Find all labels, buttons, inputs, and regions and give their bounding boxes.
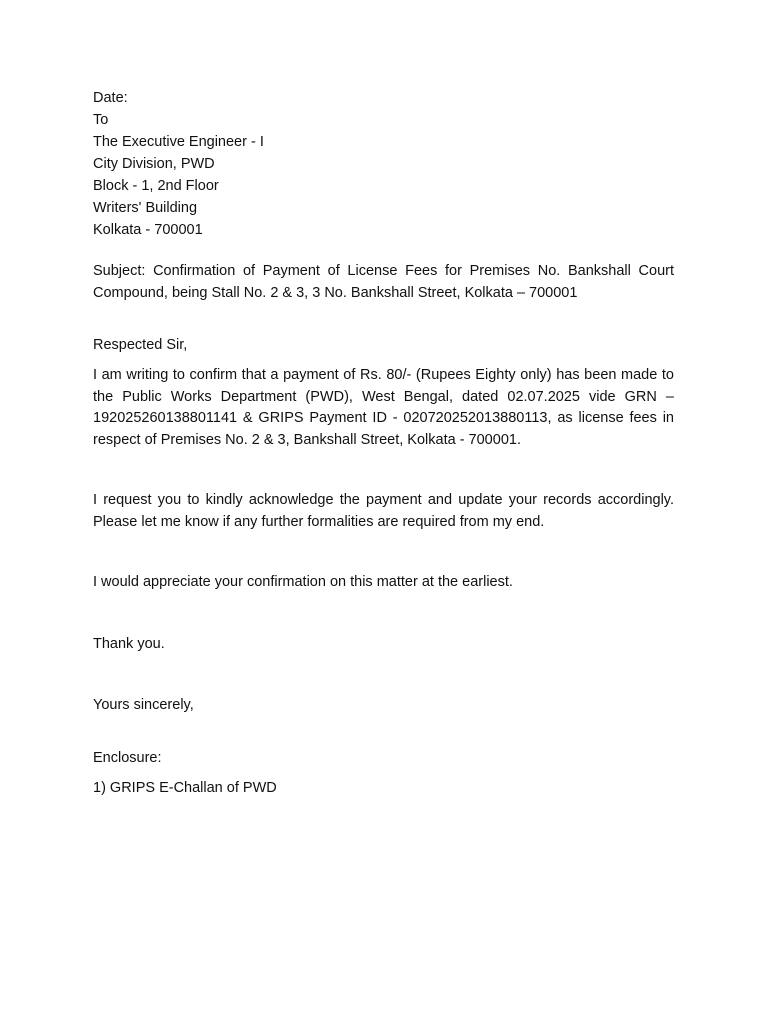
date-label: Date: — [93, 90, 128, 106]
recipient-city: Kolkata - 700001 — [93, 222, 203, 238]
recipient-division: City Division, PWD — [93, 156, 215, 172]
closing-line: Yours sincerely, — [93, 696, 194, 713]
to-label: To — [93, 112, 109, 128]
recipient-title: The Executive Engineer - I — [93, 134, 264, 150]
subject-line: Subject: Confirmation of Payment of License Fees for Premises No. Bankshall Court Compound, being Stall No. 2 & 3, 3 No. Bankshall Street, Kolkata – 700001 — [93, 263, 674, 301]
recipient-block: Block - 1, 2nd Floor — [93, 178, 219, 194]
recipient-building: Writers' Building — [93, 200, 198, 216]
thanks-line: Thank you. — [93, 635, 165, 652]
enclosure-label: Enclosure: — [93, 749, 162, 766]
salutation: Respected Sir, — [93, 337, 188, 353]
body-paragraph-2: I request you to kindly acknowledge the payment and update your records accordingly. Please let me know if any further formalities are required from my end. — [93, 492, 674, 530]
body-paragraph-1: I am writing to confirm that a payment of Rs. 80/- (Rupees Eighty only) has been made to the Public Works Department (PWD), West Bengal, dated 02.07.2025 vide GRN – 192025260138801141 & GRIPS Payment ID - 020720252013880113, as license fees in respect of Premises No. 2 & 3, Bankshall Street, Kolkata - 700001. — [93, 367, 674, 448]
body-paragraph-3: I would appreciate your confirmation on this matter at the earliest. — [93, 574, 513, 590]
enclosure-item: 1) GRIPS E-Challan of PWD — [93, 779, 277, 796]
letter-body — [93, 87, 674, 799]
address-block — [93, 87, 674, 241]
